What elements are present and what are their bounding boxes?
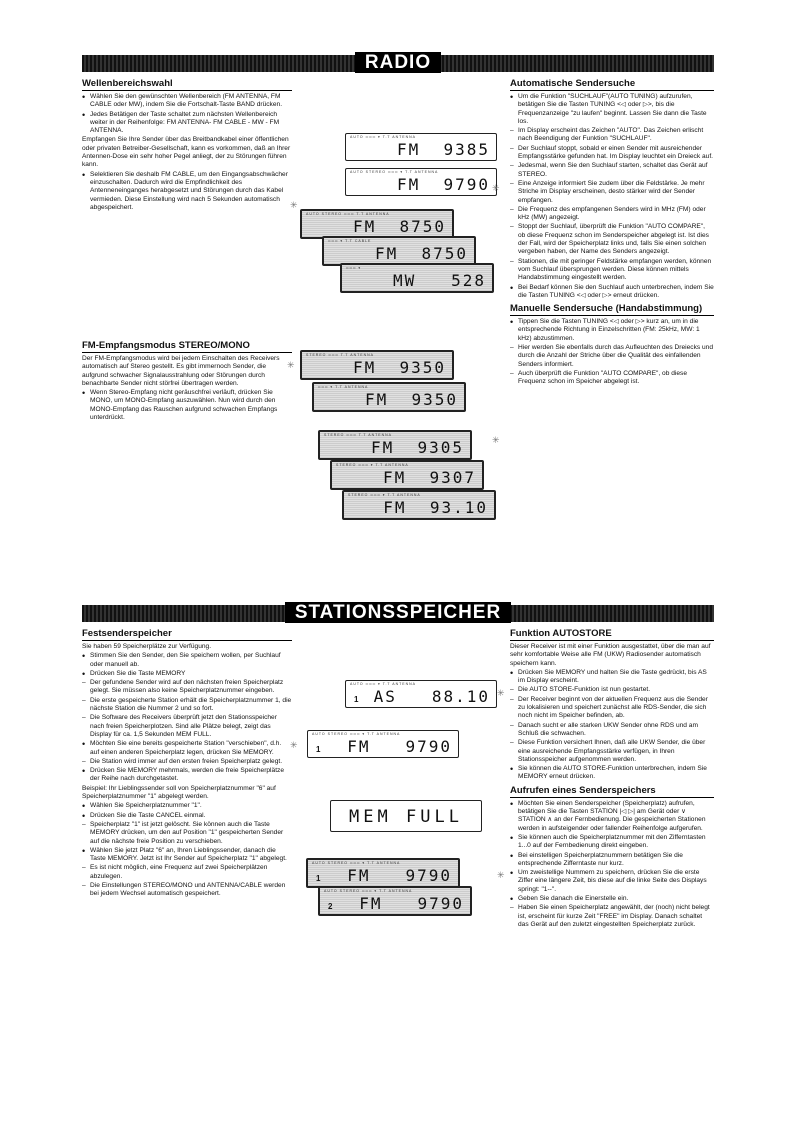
bullet: • Stimmen Sie den Sender, den Sie speichern wollen, per Suchlauf oder manuell ab. <box>82 652 292 669</box>
station-right-column <box>510 628 714 930</box>
heading-wellenbereichswahl: Wellenbereichswahl <box>82 78 292 91</box>
lcd-display: AUTO STEREO ═══ ▾ T.T ANTENNA 1 FM 9790 <box>307 730 459 758</box>
lcd-text: FM 9385 <box>396 140 490 159</box>
lcd-display: STEREO ═══ T.T ANTENNA FM 9350 <box>300 350 454 380</box>
radio-right-column <box>510 78 714 388</box>
dash-item: – Der Receiver beginnt von der aktuellen Frequenz aus die Sender zu lokalisieren und speichert zunächst alle RDS-Sender, die sich noch nicht im Speicher befinden, ab. <box>510 696 714 721</box>
lcd-text: MEM FULL <box>349 807 463 827</box>
dash-item: – Die erste gespeicherte Station erhält die Speicherplatznummer 1, die nächste Station die Nummer 2 und so fort. <box>82 697 292 714</box>
paragraph: Beispiel: Ihr Lieblingssender soll von Speicherplatznummer "6" auf Speicherplatznummer "1" abgelegt werden. <box>82 784 276 801</box>
lcd-text: FM 9350 <box>364 390 458 409</box>
dash-item: – Haben Sie einen Speicherplatz angewählt, der (noch) nicht belegt ist, erscheint für kurze Zeit "FREE" im Display. Danach schaltet das Gerät auf den zuletzt eingestellten Speicherplatz zurück. <box>510 904 714 929</box>
lcd-display: AUTO STEREO ═══ ▾ T.T ANTENNA FM 9790 <box>345 168 497 196</box>
lcd-display: AUTO ═══ ▾ T.T ANTENNA FM 9385 <box>345 133 497 161</box>
dash-item: – Eine Anzeige informiert Sie zudem über die Feldstärke. Je mehr Striche im Display erscheinen, desto stärker wird der Sender empfangen. <box>510 180 714 205</box>
bullet: • Wenn Stereo-Empfang nicht geräuschfrei verläuft, drücken Sie MONO, um MONO-Empfang auszuwählen. Nun wird durch den MONO-Empfang das Rauschen aufgrund schwachen Empfangs unterdrückt. <box>82 389 292 422</box>
lcd-text: FM 9790 <box>347 737 452 756</box>
dash-item: – Danach sucht er alle starken UKW Sender ohne RDS und am Schluß die schwachen. <box>510 722 714 739</box>
lcd-display: ═══ ▾ T.T CABLE FM 8750 <box>322 236 476 266</box>
bullet: • Drücken Sie MEMORY und halten Sie die Taste gedrückt, bis AS im Display erscheint. <box>510 669 714 686</box>
lcd-text: FM 9305 <box>370 438 464 457</box>
sparkle-icon: ✳ <box>287 360 295 370</box>
lcd-preset-number: 2 <box>328 902 333 911</box>
sparkle-icon: ✳ <box>290 200 298 210</box>
bullet: • Wählen Sie den gewünschten Wellenbereich (FM ANTENNA, FM CABLE oder MW), indem Sie die Fortschalt-Taste BAND drücken. <box>82 93 292 110</box>
lcd-text: AS 88.10 <box>373 687 490 706</box>
radio-banner <box>82 52 714 73</box>
lcd-display <box>330 800 482 832</box>
lcd-text: FM 9790 <box>359 894 464 913</box>
dash-item: – Der Suchlauf stoppt, sobald er einen Sender mit ausreichender Empfangsstärke gefunden hat. Im Display leuchtet ein Dreieck auf. <box>510 145 714 162</box>
heading-aufrufen-senderspeicher: Aufrufen eines Senderspeichers <box>510 785 714 798</box>
dash-item: – Die Frequenz des empfangenen Senders wird in MHz (FM) oder kHz (MW) angezeigt. <box>510 206 714 223</box>
lcd-preset-number: 1 <box>316 745 321 754</box>
lcd-display: ═══ ▾ MW 528 <box>340 263 494 293</box>
station-title: STATIONSSPEICHER <box>285 602 511 623</box>
dash-item: – Stoppt der Suchlauf, überprüft die Funktion "AUTO COMPARE", ob diese Frequenz schon im Senderspeicher abgelegt ist. Ist dies der Fall, wird der Speicherplatz links und, falls Sie einen solchen vergeben haben, der Name des Senders angezeigt. <box>510 223 714 256</box>
bullet: • Wählen Sie jetzt Platz "6" an, Ihren Lieblingssender, danach die Taste MEMORY. Jetzt ist Ihr Sender auf Speicherplatz "1" abgelegt. <box>82 847 292 864</box>
sparkle-icon: ✳ <box>492 183 500 193</box>
lcd-text: FM 8750 <box>374 244 468 263</box>
lcd-display: STEREO ═══ ▾ T.T ANTENNA FM 93.10 <box>342 490 496 520</box>
lcd-text: FM 9790 <box>396 175 490 194</box>
dash-item: – Im Display erscheint das Zeichen "AUTO". Das Zeichen erlischt nach Beendigung der Funktion "SUCHLAUF". <box>510 127 714 144</box>
sparkle-icon: ✳ <box>497 688 505 698</box>
lcd-display: AUTO STEREO ═══ ▾ T.T ANTENNA 2 FM 9790 <box>318 886 472 916</box>
station-banner <box>82 602 714 623</box>
dash-item: – Die Station wird immer auf den ersten freien Speicherplatz gelegt. <box>82 758 292 766</box>
heading-manuelle-sendersuche: Manuelle Sendersuche (Handabstimmung) <box>510 303 714 316</box>
sparkle-icon: ✳ <box>492 435 500 445</box>
lcd-text: FM 9307 <box>382 468 476 487</box>
dash-item: – Diese Funktion versichert Ihnen, daß alle UKW Sender, die über eine ausreichende Empfangsstärke verfügen, in Ihren Stationsspeicher aufgenommen werden. <box>510 739 714 764</box>
bullet: • Selektieren Sie deshalb FM CABLE, um den Eingangsabschwächer einzuschalten. Dadurch wird die Empfindlichkeit des Antenneneinganges herabgesetzt und Störungen durch das Kabel vermieden. Diese Einstellung wird nach 5 Sekunden automatisch abgespeichert. <box>82 171 292 212</box>
dash-item: – Jedesmal, wenn Sie den Suchlauf starten, schaltet das Gerät auf STEREO. <box>510 162 714 179</box>
lcd-text: FM 9790 <box>347 866 452 885</box>
dash-item: – Es ist nicht möglich, eine Frequenz auf zwei Speicherplätzen abzulegen. <box>82 864 292 881</box>
dash-item: – Hier werden Sie ebenfalls durch das Aufleuchten des Dreiecks und durch die Anzahl der Striche über die Qualität des einfallenden Senders informiert. <box>510 344 714 369</box>
radio-left-column-2 <box>82 340 292 423</box>
bullet: • Um zweistellige Nummern zu speichern, drücken Sie die erste Ziffer eine längere Zeit, bis diese auf die linke Seite des Displays springt: "1--". <box>510 869 714 894</box>
paragraph: Sie haben 59 Speicherplätze zur Verfügung. <box>82 643 212 650</box>
dash-item: – Der gefundene Sender wird auf den nächsten freien Speicherplatz gelegt. Sie müssen also keine Speicherplatznummer eingeben. <box>82 679 292 696</box>
lcd-text: MW 528 <box>392 271 486 290</box>
lcd-preset-number: 1 <box>354 695 359 704</box>
lcd-display: STEREO ═══ ▾ T.T ANTENNA FM 9307 <box>330 460 484 490</box>
bullet: • Drücken Sie die Taste CANCEL einmal. <box>82 812 292 820</box>
bullet: • Tippen Sie die Tasten TUNING <◁ oder ▷> kurz an, um in die entsprechende Richtung in Einzelschritten (FM: 25kHz, MW: 1 kHz) abzustimmen. <box>510 318 714 343</box>
bullet: • Bei Bedarf können Sie den Suchlauf auch unterbrechen, indem Sie die Tasten TUNING <◁ oder ▷> erneut drücken. <box>510 284 714 301</box>
sparkle-icon: ✳ <box>497 870 505 880</box>
heading-automatische-sendersuche: Automatische Sendersuche <box>510 78 714 91</box>
dash-item: – Die AUTO STORE-Funktion ist nun gestartet. <box>510 686 714 694</box>
lcd-display: AUTO ═══ ▾ T.T ANTENNA 1 AS 88.10 <box>345 680 497 708</box>
lcd-preset-number: 1 <box>316 874 321 883</box>
paragraph: Dieser Receiver ist mit einer Funktion ausgestattet, über die man auf sehr komfortable Weise alle FM (UKW) Radiosender automatisch speichern kann. <box>510 643 711 667</box>
lcd-display: ═══ ▾ T.T ANTENNA FM 9350 <box>312 382 466 412</box>
bullet: • Sie können auch die Speicherplatznummer mit den Zifferntasten 1...0 auf der Fernbedienung direkt eingeben. <box>510 834 714 851</box>
bullet: • Drücken Sie die Taste MEMORY <box>82 670 292 678</box>
lcd-display: STEREO ═══ T.T ANTENNA FM 9305 <box>318 430 472 460</box>
bullet: • Wählen Sie Speicherplatznummer "1". <box>82 802 292 810</box>
station-left-column <box>82 628 292 900</box>
dash-item: – Die Einstellungen STEREO/MONO und ANTENNA/CABLE werden bei jedem Wechsel automatisch gespeichert. <box>82 882 292 899</box>
lcd-display: AUTO STEREO ═══ T.T ANTENNA FM 8750 <box>300 209 454 239</box>
dash-item: – Auch überprüft die Funktion "AUTO COMPARE", ob diese Frequenz schon im Speicher abgelegt ist. <box>510 370 714 387</box>
heading-funktion-autostore: Funktion AUTOSTORE <box>510 628 714 641</box>
radio-left-column <box>82 78 292 213</box>
dash-item: – Stationen, die mit geringer Feldstärke empfangen werden, können vom Suchlauf übersprungen werden. Diese können mittels Handabstimmung eingestellt werden. <box>510 258 714 283</box>
dash-item: – Speicherplatz "1" ist jetzt gelöscht. Sie können auch die Taste MEMORY drücken, um den auf Position "1" gespeicherten Sender auf die nächste freie Position zu verschieben. <box>82 821 292 846</box>
paragraph: Empfangen Sie Ihre Sender über das Breitbandkabel einer öffentlichen oder privaten Betreiber-Gesellschaft, kann es vorkommen, daß an Ihrer Antennen-Dose ein sehr hoher Pegel anliegt, der zu Störungen führen kann. <box>82 136 291 169</box>
heading-fm-empfangsmodus: FM-Empfangsmodus STEREO/MONO <box>82 340 292 353</box>
heading-festsenderspeicher: Festsenderspeicher <box>82 628 292 641</box>
bullet: • Geben Sie danach die Einerstelle ein. <box>510 895 714 903</box>
lcd-text: FM 8750 <box>352 217 446 236</box>
lcd-text: FM 93.10 <box>383 498 488 517</box>
bullet: • Sie können die AUTO STORE-Funktion unterbrechen, indem Sie MEMORY erneut drücken. <box>510 765 714 782</box>
dash-item: – Die Software des Receivers überprüft jetzt den Stationsspeicher nach freien Speicherplotzen. Sind alle Plätze belegt, zeigt das Display für ca. 1,5 Sekunden MEM FULL. <box>82 714 292 739</box>
bullet: • Drücken Sie MEMORY mehrmals, werden die freie Speicherplätze der Reihe nach durchgetastet. <box>82 767 292 784</box>
bullet: • Möchten Sie einen Senderspeicher (Speicherplatz) aufrufen, betätigen Sie die Tasten STATION |◁ ▷| am Gerät oder ∨ STATION ∧ an der Fernbedienung. Die gespeicherten Stationen werden in aufsteigender oder fallender Reihenfolge aufgerufen. <box>510 800 714 833</box>
radio-title: RADIO <box>355 52 441 73</box>
bullet: • Um die Funktion "SUCHLAUF"(AUTO TUNING) aufzurufen, betätigen Sie die Tasten TUNING <◁ oder ▷>, bis die Frequenzanzeige "zu laufen" beginnt. Lassen Sie dann die Taste los. <box>510 93 714 126</box>
sparkle-icon: ✳ <box>290 740 298 750</box>
bullet: • Bei einstelligen Speicherplatznummern betätigen Sie die entsprechende Zifferntaste nur kurz. <box>510 852 714 869</box>
bullet: • Jedes Betätigen der Taste schaltet zum nächsten Wellenbereich weiter in der Reihenfolge: FM ANTENNA- FM CABLE - MW - FM ANTENNA. <box>82 111 292 136</box>
lcd-text: FM 9350 <box>352 358 446 377</box>
bullet: • Möchten Sie eine bereits gespeicherte Station "verschieben", d.h. auf einen anderen Speicherplatz legen, drücken Sie MEMORY. <box>82 740 292 757</box>
lcd-display: AUTO STEREO ═══ ▾ T.T ANTENNA 1 FM 9790 <box>306 858 460 888</box>
paragraph: Der FM-Empfangsmodus wird bei jedem Einschalten des Receivers automatisch auf Stereo gestellt. Es gibt immernoch Sender, die aufgrund schwacher Signalausstrahlung oder Störungen durch benachbarte Sender nicht störfrei übertragen werden. <box>82 355 280 387</box>
